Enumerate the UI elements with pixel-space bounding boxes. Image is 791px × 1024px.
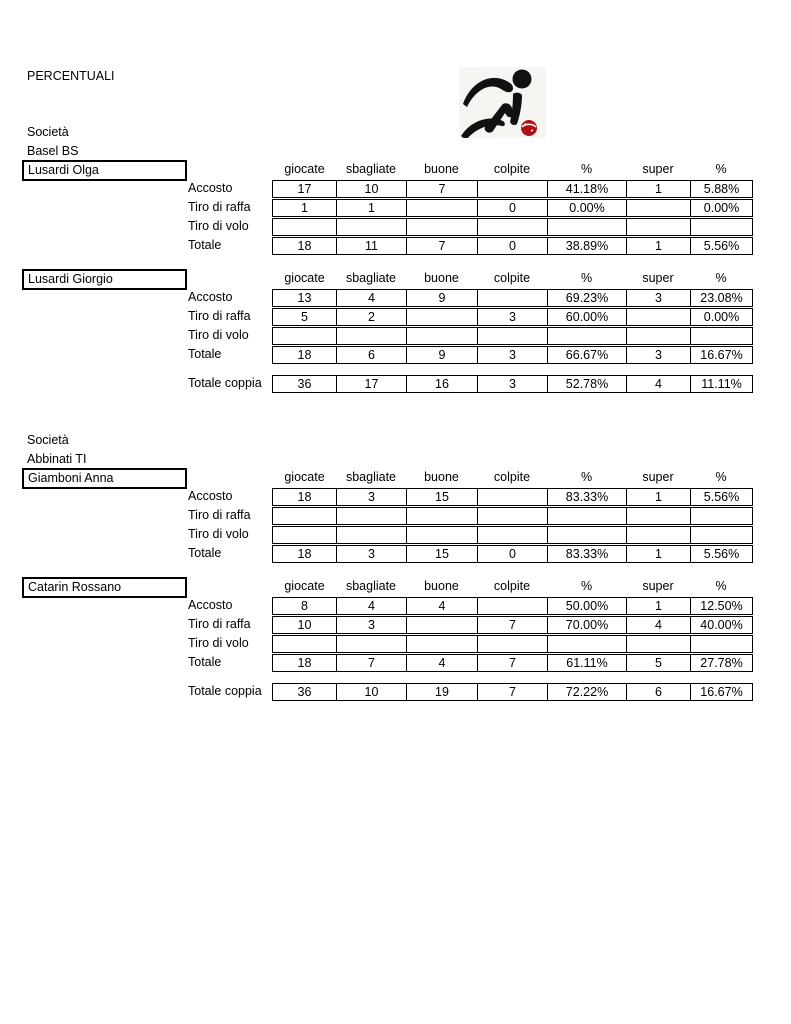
player-name-box: Giamboni Anna bbox=[22, 468, 187, 489]
table-row bbox=[188, 654, 753, 672]
data-cell: 2 bbox=[336, 309, 406, 325]
data-cell: 8 bbox=[301, 599, 308, 613]
table-row bbox=[188, 308, 753, 326]
data-cell bbox=[477, 290, 547, 306]
data-cell bbox=[690, 219, 752, 235]
row-label: Accosto bbox=[188, 598, 233, 612]
data-cell: 16.67% bbox=[690, 684, 752, 700]
data-cell bbox=[406, 508, 477, 524]
data-cell: 3 bbox=[336, 489, 406, 505]
player-name-box: Catarin Rossano bbox=[22, 577, 187, 598]
table-row bbox=[188, 526, 753, 544]
data-cell: 7 bbox=[336, 655, 406, 671]
column-header: sbagliate bbox=[345, 579, 397, 593]
row-label: Accosto bbox=[188, 489, 233, 503]
player-name-box: Lusardi Olga bbox=[22, 160, 187, 181]
data-cell: 18 bbox=[297, 239, 312, 253]
data-cell: 1 bbox=[626, 489, 690, 505]
table-row bbox=[188, 545, 753, 563]
data-cell: 5.56% bbox=[690, 489, 752, 505]
data-cell: 9 bbox=[406, 290, 477, 306]
data-cell bbox=[273, 219, 336, 235]
data-cell: 13 bbox=[297, 291, 312, 305]
data-cell: 16.67% bbox=[690, 347, 752, 363]
table-row bbox=[188, 597, 753, 615]
society-section bbox=[22, 431, 767, 721]
data-cell: 36 bbox=[297, 377, 312, 391]
data-cell: 36 bbox=[297, 685, 312, 699]
column-header: % bbox=[580, 579, 593, 593]
data-cell bbox=[336, 328, 406, 344]
data-cell bbox=[690, 527, 752, 543]
column-header: buone bbox=[424, 579, 459, 593]
player-table bbox=[188, 160, 753, 256]
table-header-row bbox=[188, 269, 752, 288]
data-cell: 1 bbox=[626, 546, 690, 562]
data-cell: 3 bbox=[477, 347, 547, 363]
society-section bbox=[22, 123, 767, 413]
player-block bbox=[22, 577, 753, 673]
data-cell: 10 bbox=[297, 618, 312, 632]
society-name: Abbinati TI bbox=[27, 452, 87, 466]
table-row bbox=[188, 635, 753, 653]
row-label: Tiro di raffa bbox=[188, 200, 251, 214]
row-label: Tiro di volo bbox=[188, 219, 249, 233]
data-cell: 15 bbox=[406, 546, 477, 562]
player-block bbox=[22, 468, 753, 564]
data-cell bbox=[626, 636, 690, 652]
data-cell: 66.67% bbox=[547, 347, 626, 363]
data-cell: 7 bbox=[477, 684, 547, 700]
data-cell bbox=[477, 328, 547, 344]
data-cell: 10 bbox=[336, 684, 406, 700]
data-cell bbox=[477, 527, 547, 543]
data-cell: 5 bbox=[626, 655, 690, 671]
column-header: colpite bbox=[493, 162, 531, 176]
data-cell bbox=[406, 219, 477, 235]
data-cell: 3 bbox=[336, 617, 406, 633]
column-header: super bbox=[642, 579, 674, 593]
data-cell bbox=[477, 598, 547, 614]
data-cell bbox=[477, 219, 547, 235]
data-cell: 5.56% bbox=[690, 546, 752, 562]
data-cell: 17 bbox=[336, 376, 406, 392]
row-label: Accosto bbox=[188, 181, 233, 195]
row-label: Tiro di volo bbox=[188, 328, 249, 342]
player-table bbox=[188, 269, 753, 365]
data-cell bbox=[477, 636, 547, 652]
table-header-row bbox=[188, 160, 752, 179]
row-label: Accosto bbox=[188, 290, 233, 304]
society-header bbox=[27, 431, 87, 469]
data-cell bbox=[626, 508, 690, 524]
column-header: super bbox=[642, 271, 674, 285]
data-cell: 3 bbox=[626, 290, 690, 306]
table-row bbox=[188, 488, 753, 506]
table-row bbox=[188, 199, 753, 217]
data-cell bbox=[477, 489, 547, 505]
column-header: % bbox=[715, 470, 727, 484]
totale-coppia-row bbox=[188, 375, 753, 393]
data-cell: 1 bbox=[626, 181, 690, 197]
data-cell bbox=[626, 200, 690, 216]
header-spacer bbox=[188, 160, 273, 179]
society-name: Basel BS bbox=[27, 144, 79, 158]
column-header: sbagliate bbox=[345, 271, 397, 285]
data-cell: 18 bbox=[297, 656, 312, 670]
data-cell bbox=[273, 328, 336, 344]
column-header: super bbox=[642, 162, 674, 176]
data-cell: 4 bbox=[406, 655, 477, 671]
player-table bbox=[188, 577, 753, 673]
data-cell: 1 bbox=[626, 238, 690, 254]
data-cell: 5.56% bbox=[690, 238, 752, 254]
data-cell: 6 bbox=[336, 347, 406, 363]
data-cell bbox=[406, 200, 477, 216]
data-cell: 40.00% bbox=[690, 617, 752, 633]
data-cell bbox=[336, 636, 406, 652]
column-header: colpite bbox=[493, 271, 531, 285]
table-row bbox=[188, 327, 753, 345]
data-cell bbox=[547, 328, 626, 344]
data-cell: 11.11% bbox=[690, 376, 752, 392]
data-cell: 52.78% bbox=[547, 376, 626, 392]
data-cell bbox=[626, 328, 690, 344]
column-header: giocate bbox=[284, 579, 325, 593]
data-cell bbox=[626, 527, 690, 543]
player-name-box: Lusardi Giorgio bbox=[22, 269, 187, 290]
column-header: sbagliate bbox=[345, 162, 397, 176]
row-label: Tiro di volo bbox=[188, 527, 249, 541]
column-header: % bbox=[580, 162, 593, 176]
data-cell: 60.00% bbox=[547, 309, 626, 325]
data-cell bbox=[690, 508, 752, 524]
column-header: % bbox=[580, 271, 593, 285]
column-header: buone bbox=[424, 162, 459, 176]
column-header: % bbox=[715, 579, 727, 593]
player-table bbox=[188, 468, 753, 564]
society-header bbox=[27, 123, 78, 161]
data-cell: 18 bbox=[297, 490, 312, 504]
data-cell: 4 bbox=[336, 290, 406, 306]
data-cell bbox=[547, 219, 626, 235]
data-cell bbox=[273, 527, 336, 543]
column-header: super bbox=[642, 470, 674, 484]
row-label: Tiro di raffa bbox=[188, 309, 251, 323]
society-label: Società bbox=[27, 433, 69, 447]
data-cell: 3 bbox=[336, 546, 406, 562]
data-cell bbox=[273, 636, 336, 652]
player-block bbox=[22, 269, 753, 365]
data-cell: 5.88% bbox=[690, 181, 752, 197]
data-cell: 69.23% bbox=[547, 290, 626, 306]
data-cell: 18 bbox=[297, 547, 312, 561]
data-cell: 0.00% bbox=[690, 309, 752, 325]
society-label: Società bbox=[27, 125, 69, 139]
column-header: giocate bbox=[284, 470, 325, 484]
data-cell: 3 bbox=[626, 347, 690, 363]
row-label: Tiro di raffa bbox=[188, 617, 251, 631]
data-cell bbox=[336, 527, 406, 543]
data-cell bbox=[336, 508, 406, 524]
column-header: giocate bbox=[284, 162, 325, 176]
data-cell: 0.00% bbox=[690, 200, 752, 216]
data-cell: 0 bbox=[477, 546, 547, 562]
column-header: % bbox=[580, 470, 593, 484]
data-cell: 1 bbox=[336, 200, 406, 216]
data-cell: 17 bbox=[297, 182, 312, 196]
row-label: Totale bbox=[188, 546, 222, 560]
data-cell: 83.33% bbox=[547, 489, 626, 505]
data-cell: 7 bbox=[477, 655, 547, 671]
data-cell: 10 bbox=[336, 181, 406, 197]
row-label: Tiro di volo bbox=[188, 636, 249, 650]
data-cell bbox=[477, 181, 547, 197]
table-row bbox=[188, 237, 753, 255]
table-row bbox=[188, 218, 753, 236]
data-cell: 4 bbox=[626, 376, 690, 392]
header-spacer bbox=[188, 269, 273, 288]
data-cell: 70.00% bbox=[547, 617, 626, 633]
table-row bbox=[188, 180, 753, 198]
column-header: colpite bbox=[493, 579, 531, 593]
data-cell bbox=[406, 309, 477, 325]
data-cell bbox=[547, 636, 626, 652]
table-row bbox=[188, 616, 753, 634]
row-label: Tiro di raffa bbox=[188, 508, 251, 522]
data-cell: 1 bbox=[301, 201, 308, 215]
data-cell bbox=[406, 328, 477, 344]
data-cell: 3 bbox=[477, 309, 547, 325]
data-cell: 7 bbox=[406, 238, 477, 254]
column-header: giocate bbox=[284, 271, 325, 285]
header-spacer bbox=[188, 468, 273, 487]
data-cell: 83.33% bbox=[547, 546, 626, 562]
row-label: Totale bbox=[188, 238, 222, 252]
data-cell: 4 bbox=[626, 617, 690, 633]
row-label: Totale bbox=[188, 655, 222, 669]
data-cell: 15 bbox=[406, 489, 477, 505]
column-header: % bbox=[715, 162, 727, 176]
data-cell: 4 bbox=[336, 598, 406, 614]
data-cell: 7 bbox=[406, 181, 477, 197]
data-cell: 0.00% bbox=[547, 200, 626, 216]
data-cell: 7 bbox=[477, 617, 547, 633]
totale-coppia-label: Totale coppia bbox=[188, 376, 262, 390]
data-cell: 16 bbox=[406, 376, 477, 392]
header-spacer bbox=[188, 577, 273, 596]
row-label: Totale bbox=[188, 347, 222, 361]
data-cell: 23.08% bbox=[690, 290, 752, 306]
data-cell bbox=[406, 617, 477, 633]
data-cell bbox=[336, 219, 406, 235]
column-header: colpite bbox=[493, 470, 531, 484]
data-cell: 1 bbox=[626, 598, 690, 614]
data-cell bbox=[690, 328, 752, 344]
table-row bbox=[188, 507, 753, 525]
data-cell bbox=[547, 508, 626, 524]
data-cell bbox=[547, 527, 626, 543]
table-row bbox=[188, 289, 753, 307]
data-cell bbox=[406, 527, 477, 543]
data-cell: 72.22% bbox=[547, 684, 626, 700]
data-cell bbox=[626, 219, 690, 235]
totale-coppia-row bbox=[188, 683, 753, 701]
column-header: buone bbox=[424, 470, 459, 484]
data-cell: 11 bbox=[336, 238, 406, 254]
table-header-row bbox=[188, 577, 752, 596]
table-header-row bbox=[188, 468, 752, 487]
page-title: PERCENTUALI bbox=[27, 69, 115, 83]
column-header: % bbox=[715, 271, 727, 285]
data-cell: 27.78% bbox=[690, 655, 752, 671]
data-cell: 61.11% bbox=[547, 655, 626, 671]
data-cell: 4 bbox=[406, 598, 477, 614]
data-cell: 19 bbox=[406, 684, 477, 700]
player-block bbox=[22, 160, 753, 256]
data-cell: 9 bbox=[406, 347, 477, 363]
data-cell: 0 bbox=[477, 238, 547, 254]
totale-coppia-label: Totale coppia bbox=[188, 684, 262, 698]
data-cell bbox=[690, 636, 752, 652]
table-row bbox=[188, 346, 753, 364]
data-cell bbox=[626, 309, 690, 325]
data-cell: 3 bbox=[477, 376, 547, 392]
data-cell bbox=[477, 508, 547, 524]
data-cell bbox=[273, 508, 336, 524]
data-cell: 50.00% bbox=[547, 598, 626, 614]
data-cell: 38.89% bbox=[547, 238, 626, 254]
data-cell: 12.50% bbox=[690, 598, 752, 614]
data-cell: 6 bbox=[626, 684, 690, 700]
data-cell: 41.18% bbox=[547, 181, 626, 197]
data-cell bbox=[406, 636, 477, 652]
column-header: buone bbox=[424, 271, 459, 285]
data-cell: 5 bbox=[301, 310, 308, 324]
data-cell: 0 bbox=[477, 200, 547, 216]
column-header: sbagliate bbox=[345, 470, 397, 484]
data-cell: 18 bbox=[297, 348, 312, 362]
